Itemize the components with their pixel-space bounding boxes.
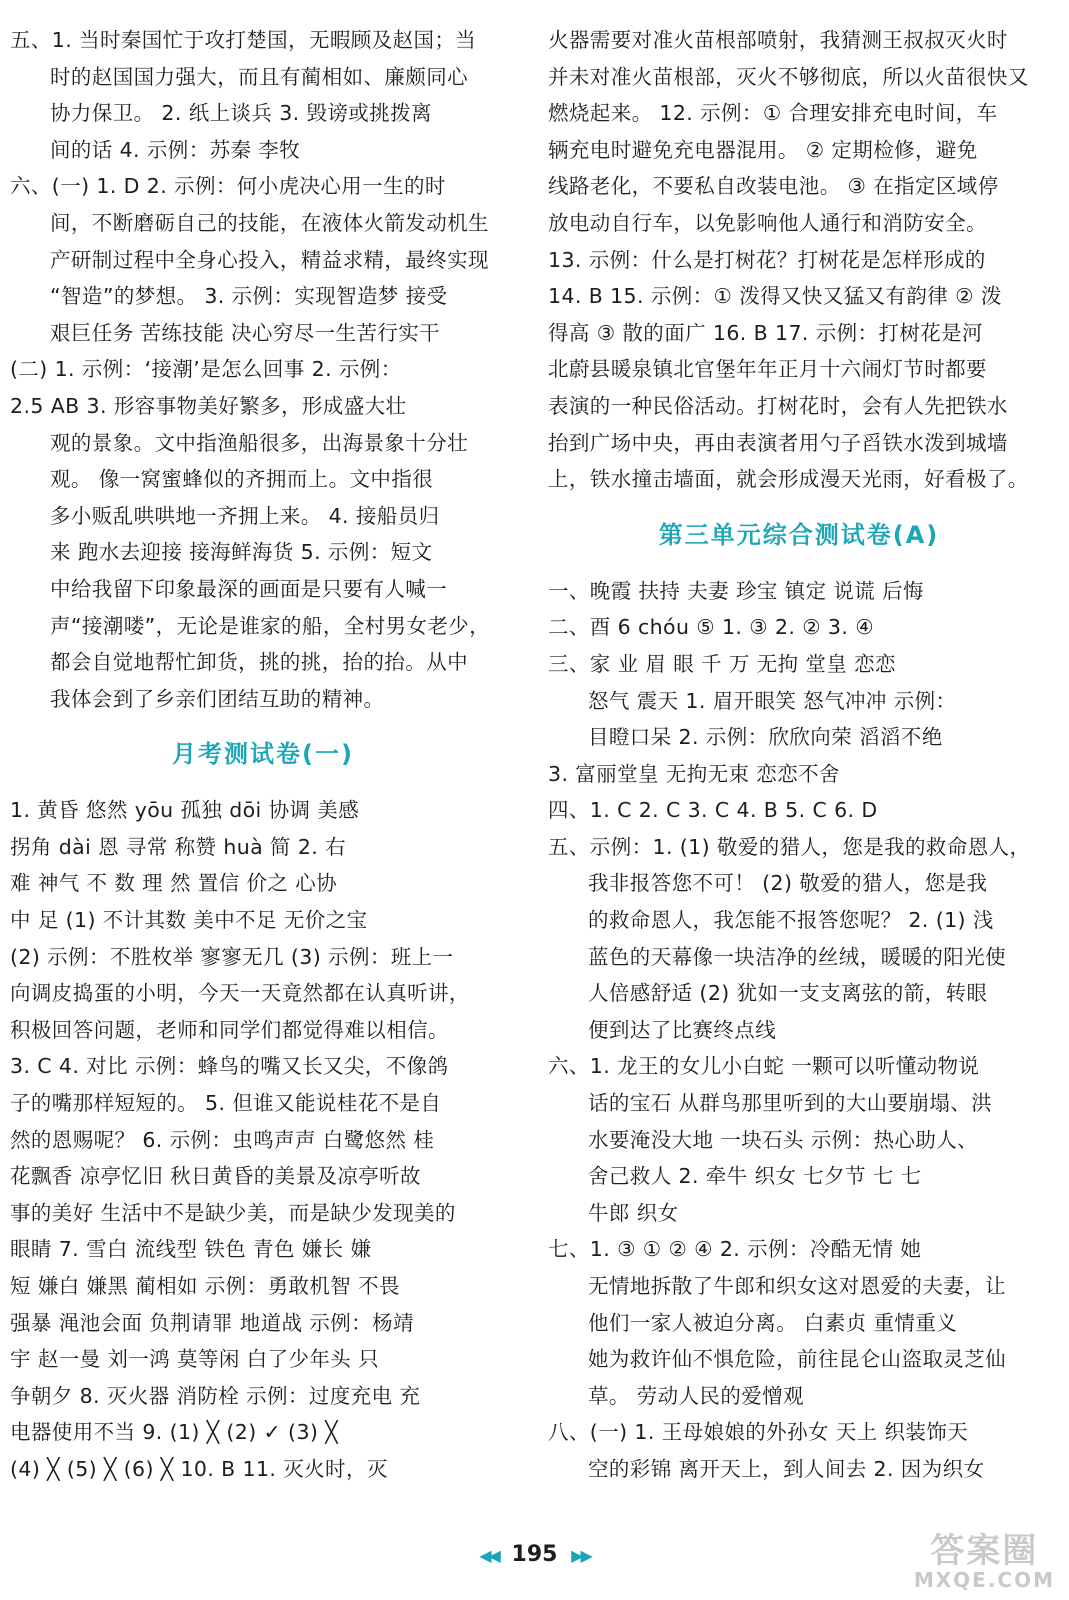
watermark-text: 答案圈 — [930, 1531, 1039, 1571]
answer-line: 五、示例：1. (1) 敬爱的猎人，您是我的救命恩人， — [548, 834, 1031, 859]
left-answers-top — [10, 22, 496, 717]
answer-line: 短 嫌白 嫌黑 蔺相如 示例：勇敢机智 不畏 — [10, 1274, 400, 1298]
prev-page-arrow-icon: ◀◀ — [479, 1546, 498, 1565]
answer-line: 怒气 震天 1. 眉开眼笑 怒气冲冲 示例： — [588, 688, 957, 713]
section-heading-unit-three-test: 第三单元综合测试卷(A) — [658, 520, 940, 549]
answer-line: 争朝夕 8. 灭火器 消防栓 示例：过度充电 充 — [10, 1383, 421, 1408]
watermark-url: MXQE.COM — [913, 1568, 1055, 1592]
answer-line: 子的嘴那样短短的。 5. 但谁又能说桂花不是自 — [10, 1091, 442, 1116]
answer-line: 眼睛 7. 雪白 流线型 铁色 青色 嫌长 嫌 — [10, 1237, 372, 1262]
right-answers-bottom — [548, 573, 1050, 1488]
answer-line: 六、1. 龙王的女儿小白蛇 一颗可以听懂动物说 — [548, 1054, 980, 1079]
section-heading-monthly-test: 月考测试卷(一) — [172, 740, 354, 769]
watermark-logo — [914, 1523, 1055, 1592]
answer-line: 观的景象。文中指渔船很多，出海景象十分壮 — [50, 430, 468, 455]
answer-line: 都会自觉地帮忙卸货，挑的挑，抬的抬。从中 — [50, 650, 468, 675]
answer-line: 草。 劳动人民的爱憎观 — [588, 1383, 804, 1408]
right-column — [548, 22, 1050, 1488]
answer-line: 中 足 (1) 不计其数 美中不足 无价之宝 — [10, 908, 368, 933]
answer-line: 间的话 4. 示例：苏秦 李牧 — [50, 137, 301, 162]
answer-line: 话的宝石 从群鸟那里听到的大山要崩塌、洪 — [588, 1091, 993, 1116]
answer-line: 2.5 AB 3. 形容事物美好繁多，形成盛大壮 — [10, 393, 407, 418]
answer-line: 难 神气 不 数 理 然 置信 价之 心协 — [10, 871, 338, 896]
answer-line: (4) ╳ (5) ╳ (6) ╳ 10. B 11. 灭火时，灭 — [10, 1456, 388, 1481]
left-answers-bottom — [10, 792, 496, 1487]
answer-line: 来 跑水去迎接 接海鲜海货 5. 示例：短文 — [50, 540, 433, 565]
answer-line: 一、晚霞 扶持 夫妻 珍宝 镇定 说谎 后悔 — [548, 578, 924, 603]
answer-line: 协力保卫。 2. 纸上谈兵 3. 毁谤或挑拨离 — [50, 101, 432, 126]
answer-line: 时的赵国国力强大，而且有蔺相如、廉颇同心 — [50, 64, 468, 89]
answer-line: 产研制过程中全身心投入，精益求精，最终实现 — [50, 247, 489, 272]
answer-line: 得高 ③ 散的面广 16. B 17. 示例：打树花是河 — [548, 320, 983, 345]
page-footer — [0, 1542, 1069, 1567]
answer-line: 电器使用不当 9. (1) ╳ (2) ✓ (3) ╳ — [10, 1420, 338, 1445]
answer-line: 放电动自行车，以免影响他人通行和消防安全。 — [548, 210, 987, 235]
answer-line: 声“接潮喽”，无论是谁家的船，全村男女老少， — [50, 613, 491, 638]
answer-line: 花飘香 凉亭忆旧 秋日黄昏的美景及凉亭听故 — [10, 1164, 421, 1189]
answer-line: 3. 富丽堂皇 无拘无束 恋恋不舍 — [548, 761, 840, 786]
answer-line: 13. 示例：什么是打树花？打树花是怎样形成的 — [548, 247, 986, 272]
answer-line: 人倍感舒适 (2) 犹如一支支离弦的箭，转眼 — [588, 981, 988, 1006]
answer-line: 五、1. 当时秦国忙于攻打楚国，无暇顾及赵国；当 — [10, 28, 477, 52]
answer-line: 蓝色的天幕像一块洁净的丝绒，暖暖的阳光使 — [588, 944, 1006, 969]
answer-line: 二、酉 6 chóu ⑤ 1. ③ 2. ② 3. ④ — [548, 615, 874, 640]
answer-line: 牛郎 织女 — [588, 1200, 679, 1225]
answer-line: 北蔚县暖泉镇北官堡年年正月十六闹灯节时都要 — [548, 357, 987, 382]
answer-line: (2) 示例：不胜枚举 寥寥无几 (3) 示例：班上一 — [10, 944, 454, 969]
answer-line: 多小贩乱哄哄地一齐拥上来。 4. 接船员归 — [50, 503, 440, 528]
answer-line: 辆充电时避免充电器混用。 ② 定期检修，避免 — [548, 137, 978, 162]
answer-line: 燃烧起来。 12. 示例：① 合理安排充电时间，车 — [548, 101, 998, 126]
answer-line: 艰巨任务 苦练技能 决心穷尽一生苦行实干 — [50, 320, 441, 345]
answer-line: 空的彩锦 离开天上，到人间去 2. 因为织女 — [588, 1456, 985, 1481]
answer-line: 六、(一) 1. D 2. 示例：何小虎决心用一生的时 — [10, 174, 446, 199]
answer-line: 八、(一) 1. 王母娘娘的外孙女 天上 织装饰天 — [548, 1420, 969, 1445]
answer-line: 观。 像一窝蜜蜂似的齐拥而上。文中指很 — [50, 467, 434, 492]
answer-line: 我非报答您不可！ (2) 敬爱的猎人，您是我 — [588, 871, 988, 896]
answer-line: 拐角 dài 恩 寻常 称赞 huà 简 2. 右 — [10, 834, 347, 859]
answer-line: 14. B 15. 示例：① 泼得又快又猛又有韵律 ② 泼 — [548, 284, 1002, 309]
answer-line: “智造”的梦想。 3. 示例：实现智造梦 接受 — [50, 284, 448, 309]
answer-line: 的救命恩人，我怎能不报答您呢？ 2. (1) 浅 — [588, 908, 994, 933]
answer-line: 间，不断磨砺自己的技能，在液体火箭发动机生 — [50, 210, 489, 235]
answer-line: 中给我留下印象最深的画面是只要有人喊一 — [50, 576, 448, 601]
answer-line: 她为救许仙不惧危险，前往昆仑山盗取灵芝仙 — [588, 1347, 1006, 1372]
answer-line: 七、1. ③ ① ② ④ 2. 示例：冷酷无情 她 — [548, 1237, 922, 1262]
answer-line: 表演的一种民俗活动。打树花时，会有人先把铁水 — [548, 393, 1008, 418]
answer-line: 便到达了比赛终点线 — [588, 1017, 777, 1042]
answer-line: 宇 赵一曼 刘一鸿 莫等闲 白了少年头 只 — [10, 1347, 379, 1372]
left-column — [10, 22, 496, 1488]
page-number: 195 — [511, 1542, 558, 1567]
answer-line: (二) 1. 示例：‘接潮’是怎么回事 2. 示例： — [10, 357, 402, 382]
answer-line: 线路老化，不要私自改装电池。 ③ 在指定区域停 — [548, 174, 999, 199]
answer-line: 3. C 4. 对比 示例：蜂鸟的嘴又长又尖，不像鸽 — [10, 1054, 449, 1079]
answer-line: 舍己救人 2. 牵牛 织女 七夕节 七 七 — [588, 1164, 922, 1189]
answer-line: 强暴 渑池会面 负荆请罪 地道战 示例：杨靖 — [10, 1310, 414, 1335]
next-page-arrow-icon: ▶▶ — [571, 1546, 590, 1565]
answer-line: 积极回答问题，老师和同学们都觉得难以相信。 — [10, 1017, 449, 1042]
answer-line: 然的恩赐呢？ 6. 示例：虫鸣声声 白鹭悠然 桂 — [10, 1127, 435, 1152]
answer-line: 他们一家人被迫分离。 白素贞 重情重义 — [588, 1310, 958, 1335]
answer-line: 抬到广场中央，再由表演者用勺子舀铁水泼到城墙 — [548, 430, 1008, 455]
answer-line: 四、1. C 2. C 3. C 4. B 5. C 6. D — [548, 798, 878, 823]
answer-line: 事的美好 生活中不是缺少美，而是缺少发现美的 — [10, 1200, 456, 1225]
answer-line: 水要淹没大地 一块石头 示例：热心助人、 — [588, 1127, 979, 1152]
answer-line: 并未对准火苗根部，灭火不够彻底，所以火苗很快又 — [548, 64, 1029, 89]
right-answers-top — [548, 22, 1050, 498]
answer-line: 1. 黄昏 悠然 yōu 孤独 dōi 协调 美感 — [10, 798, 360, 823]
answer-line: 三、家 业 眉 眼 千 万 无拘 堂皇 恋恋 — [548, 651, 896, 676]
answer-line: 我体会到了乡亲们团结互助的精神。 — [50, 686, 385, 711]
answer-line: 火器需要对准火苗根部喷射，我猜测王叔叔灭火时 — [548, 28, 1008, 52]
answer-line: 目瞪口呆 2. 示例：欣欣向荣 滔滔不绝 — [588, 725, 943, 750]
answer-line: 向调皮捣蛋的小明，今天一天竟然都在认真听讲， — [10, 981, 470, 1006]
answer-line: 无情地拆散了牛郎和织女这对恩爱的夫妻，让 — [588, 1274, 1006, 1298]
answer-line: 上，铁水撞击墙面，就会形成漫天光雨，好看极了。 — [548, 467, 1029, 492]
